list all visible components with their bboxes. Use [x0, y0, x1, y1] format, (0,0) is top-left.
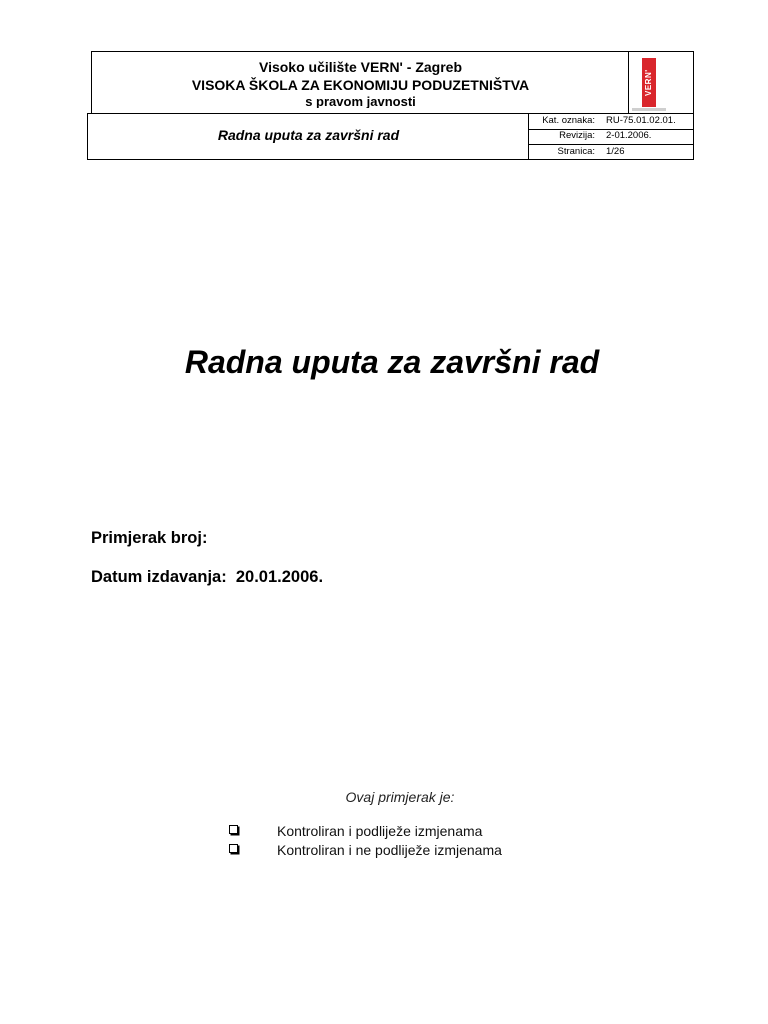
- header-doc-title: Radna uputa za završni rad: [217, 127, 400, 143]
- option-label: Kontroliran i ne podliježe izmjenama: [277, 842, 502, 858]
- school-status: s pravom javnosti: [305, 94, 416, 108]
- meta-row-kat: [529, 115, 693, 130]
- document-title: Radna uputa za završni rad: [184, 344, 600, 380]
- institution-cell: [92, 52, 629, 114]
- meta-value: 1/26: [606, 146, 625, 157]
- checkbox-icon[interactable]: [229, 825, 238, 834]
- meta-divider: [529, 144, 693, 145]
- meta-label: Stranica:: [557, 146, 595, 157]
- meta-row-revizija: [529, 130, 693, 145]
- issue-date-label: Datum izdavanja:: [91, 568, 227, 586]
- meta-value: 2-01.2006.: [606, 130, 652, 141]
- copy-number-label: Primjerak broj:: [91, 529, 208, 547]
- copy-status-label: Ovaj primjerak je:: [345, 789, 455, 805]
- meta-row-stranica: [529, 146, 693, 161]
- issue-date-value: 20.01.2006.: [235, 568, 324, 586]
- option-label: Kontroliran i podliježe izmjenama: [277, 823, 483, 839]
- meta-value: RU-75.01.02.01.: [606, 115, 676, 126]
- school-name: VISOKA ŠKOLA ZA EKONOMIJU PODUZETNIŠTVA: [191, 77, 530, 93]
- institution-name: Visoko učilište VERN' - Zagreb: [258, 59, 462, 75]
- issue-date-field: [91, 568, 323, 587]
- checkbox-icon[interactable]: [229, 844, 238, 853]
- header-doc-box: [87, 113, 694, 160]
- doc-title-cell: [88, 114, 529, 159]
- meta-label: Kat. oznaka:: [542, 115, 595, 126]
- logo-underline: [632, 108, 666, 111]
- meta-label: Revizija:: [559, 130, 595, 141]
- vern-logo-text: VERN': [644, 69, 653, 96]
- header-institution-box: [91, 51, 694, 113]
- copy-number-field: [91, 529, 207, 548]
